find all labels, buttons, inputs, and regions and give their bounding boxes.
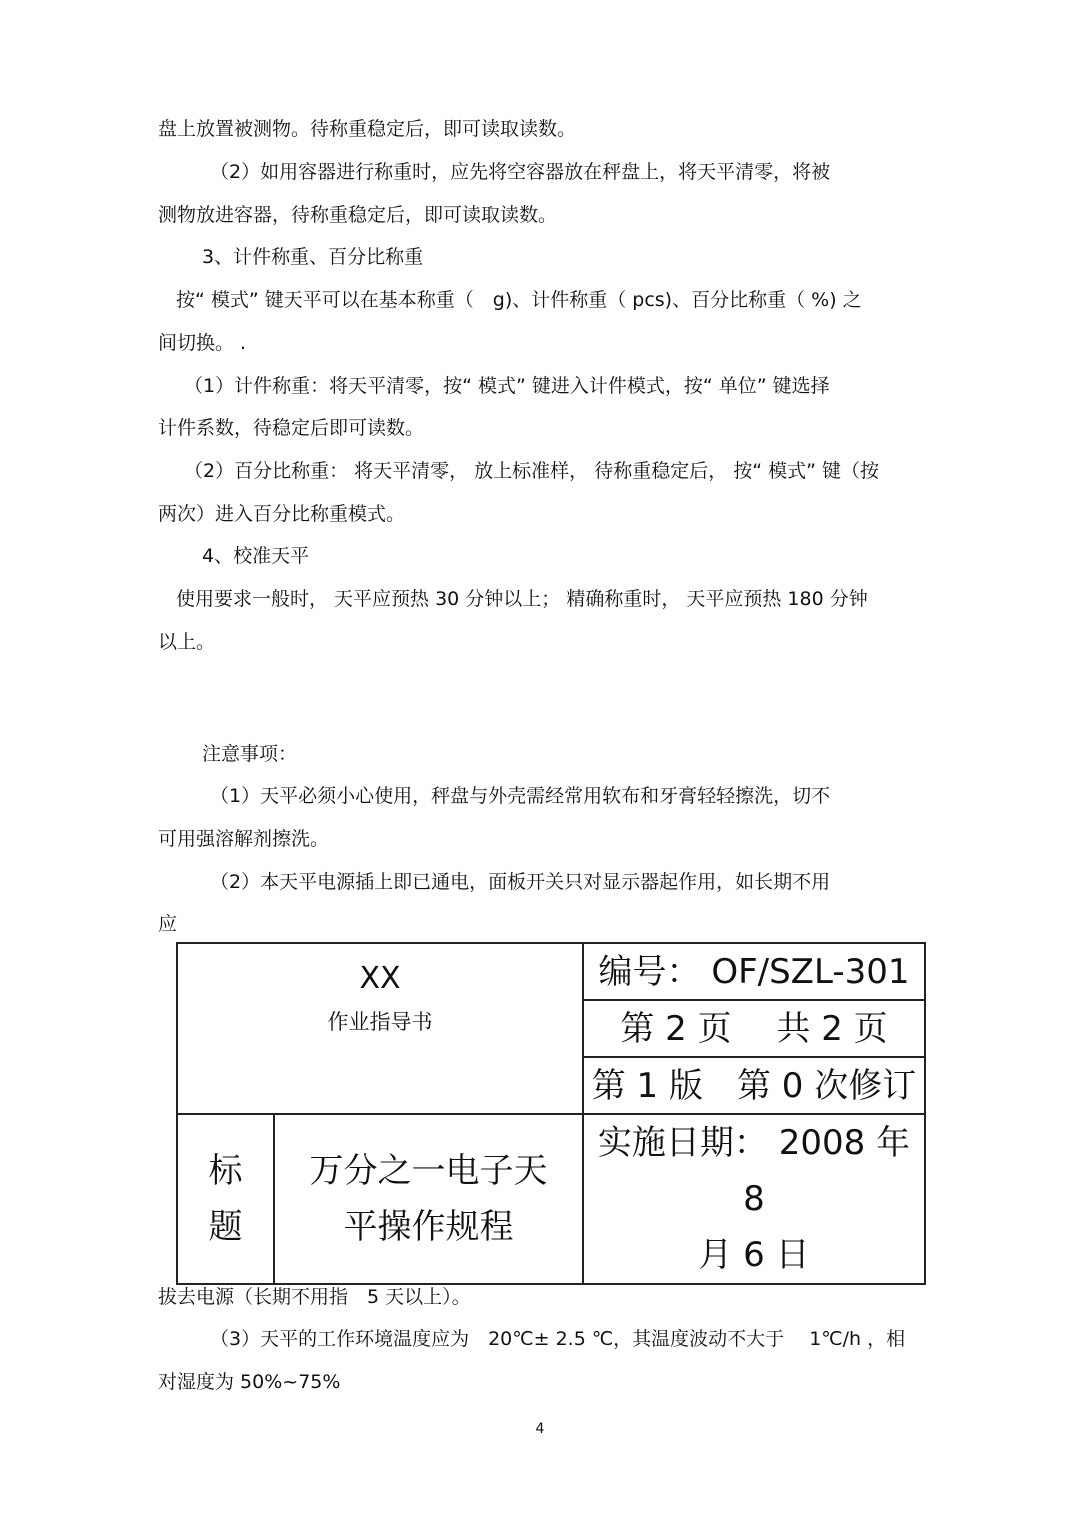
section-heading: 4、校准天平 bbox=[202, 545, 310, 567]
paragraph-line: 应 bbox=[158, 913, 178, 935]
section-heading: 3、计件称重、百分比称重 bbox=[202, 246, 424, 268]
notes-heading: 注意事项： bbox=[202, 743, 298, 765]
paragraph-line: 可用强溶解剂擦洗。 bbox=[158, 828, 330, 850]
page-number: 4 bbox=[535, 1421, 545, 1437]
document-title: 万分之一电子天 bbox=[309, 1151, 548, 1191]
page-info: 第 2 页 共 2 页 bbox=[583, 1000, 925, 1057]
paragraph-line: 以上。 bbox=[158, 631, 216, 653]
implementation-date-cell bbox=[583, 1114, 925, 1284]
company-name: XX bbox=[359, 961, 401, 996]
title-label: 标 bbox=[208, 1151, 243, 1191]
paragraph-line: 测物放进容器，待称重稳定后，即可读取读数。 bbox=[158, 204, 558, 226]
paragraph-line: 使用要求一般时， 天平应预热 30 分钟以上； 精确称重时， 天平应预热 180 分钟 bbox=[176, 588, 868, 610]
paragraph-line: 拔去电源（长期不用指 5 天以上）。 bbox=[158, 1286, 471, 1308]
document-code: 编号： OF/SZL-301 bbox=[583, 943, 925, 1000]
document-type: 作业指导书 bbox=[327, 1010, 433, 1034]
title-label-cell bbox=[177, 1114, 274, 1284]
paragraph-line: 对湿度为 50%~75% bbox=[158, 1371, 341, 1393]
version-info: 第 1 版 第 0 次修订 bbox=[583, 1057, 925, 1114]
paragraph-line: 按“ 模式” 键天平可以在基本称重（ g)、计件称重（ pcs)、百分比称重（ %) 之 bbox=[176, 289, 862, 311]
implementation-date: 月 6 日 bbox=[698, 1235, 810, 1275]
paragraph-line: （1）计件称重：将天平清零，按“ 模式” 键进入计件模式，按“ 单位” 键选择 bbox=[184, 375, 830, 397]
paragraph-line: （1）天平必须小心使用，秤盘与外壳需经常用软布和牙膏轻轻擦洗，切不 bbox=[210, 785, 831, 807]
paragraph-line: 两次）进入百分比称重模式。 bbox=[158, 503, 406, 525]
paragraph-line: 盘上放置被测物。待称重稳定后，即可读取读数。 bbox=[158, 118, 577, 140]
paragraph-line: （2）如用容器进行称重时，应先将空容器放在秤盘上，将天平清零，将被 bbox=[210, 161, 831, 183]
title-value-cell bbox=[274, 1114, 583, 1284]
paragraph-line: （2）本天平电源插上即已通电，面板开关只对显示器起作用，如长期不用 bbox=[210, 871, 831, 893]
company-cell bbox=[177, 943, 583, 1114]
title-label: 题 bbox=[208, 1207, 243, 1247]
document-title: 平操作规程 bbox=[343, 1207, 514, 1247]
paragraph-line: 间切换。 . bbox=[158, 332, 247, 354]
document-header-table bbox=[176, 942, 926, 1285]
paragraph-line: 计件系数，待稳定后即可读数。 bbox=[158, 417, 425, 439]
paragraph-line: （3）天平的工作环境温度应为 20℃± 2.5 ℃，其温度波动不大于 1℃/h ，相 bbox=[210, 1328, 906, 1350]
paragraph-line: （2）百分比称重： 将天平清零， 放上标准样， 待称重稳定后， 按“ 模式” 键（按 bbox=[184, 460, 880, 482]
implementation-date: 实施日期： 2008 年 8 bbox=[597, 1123, 911, 1219]
